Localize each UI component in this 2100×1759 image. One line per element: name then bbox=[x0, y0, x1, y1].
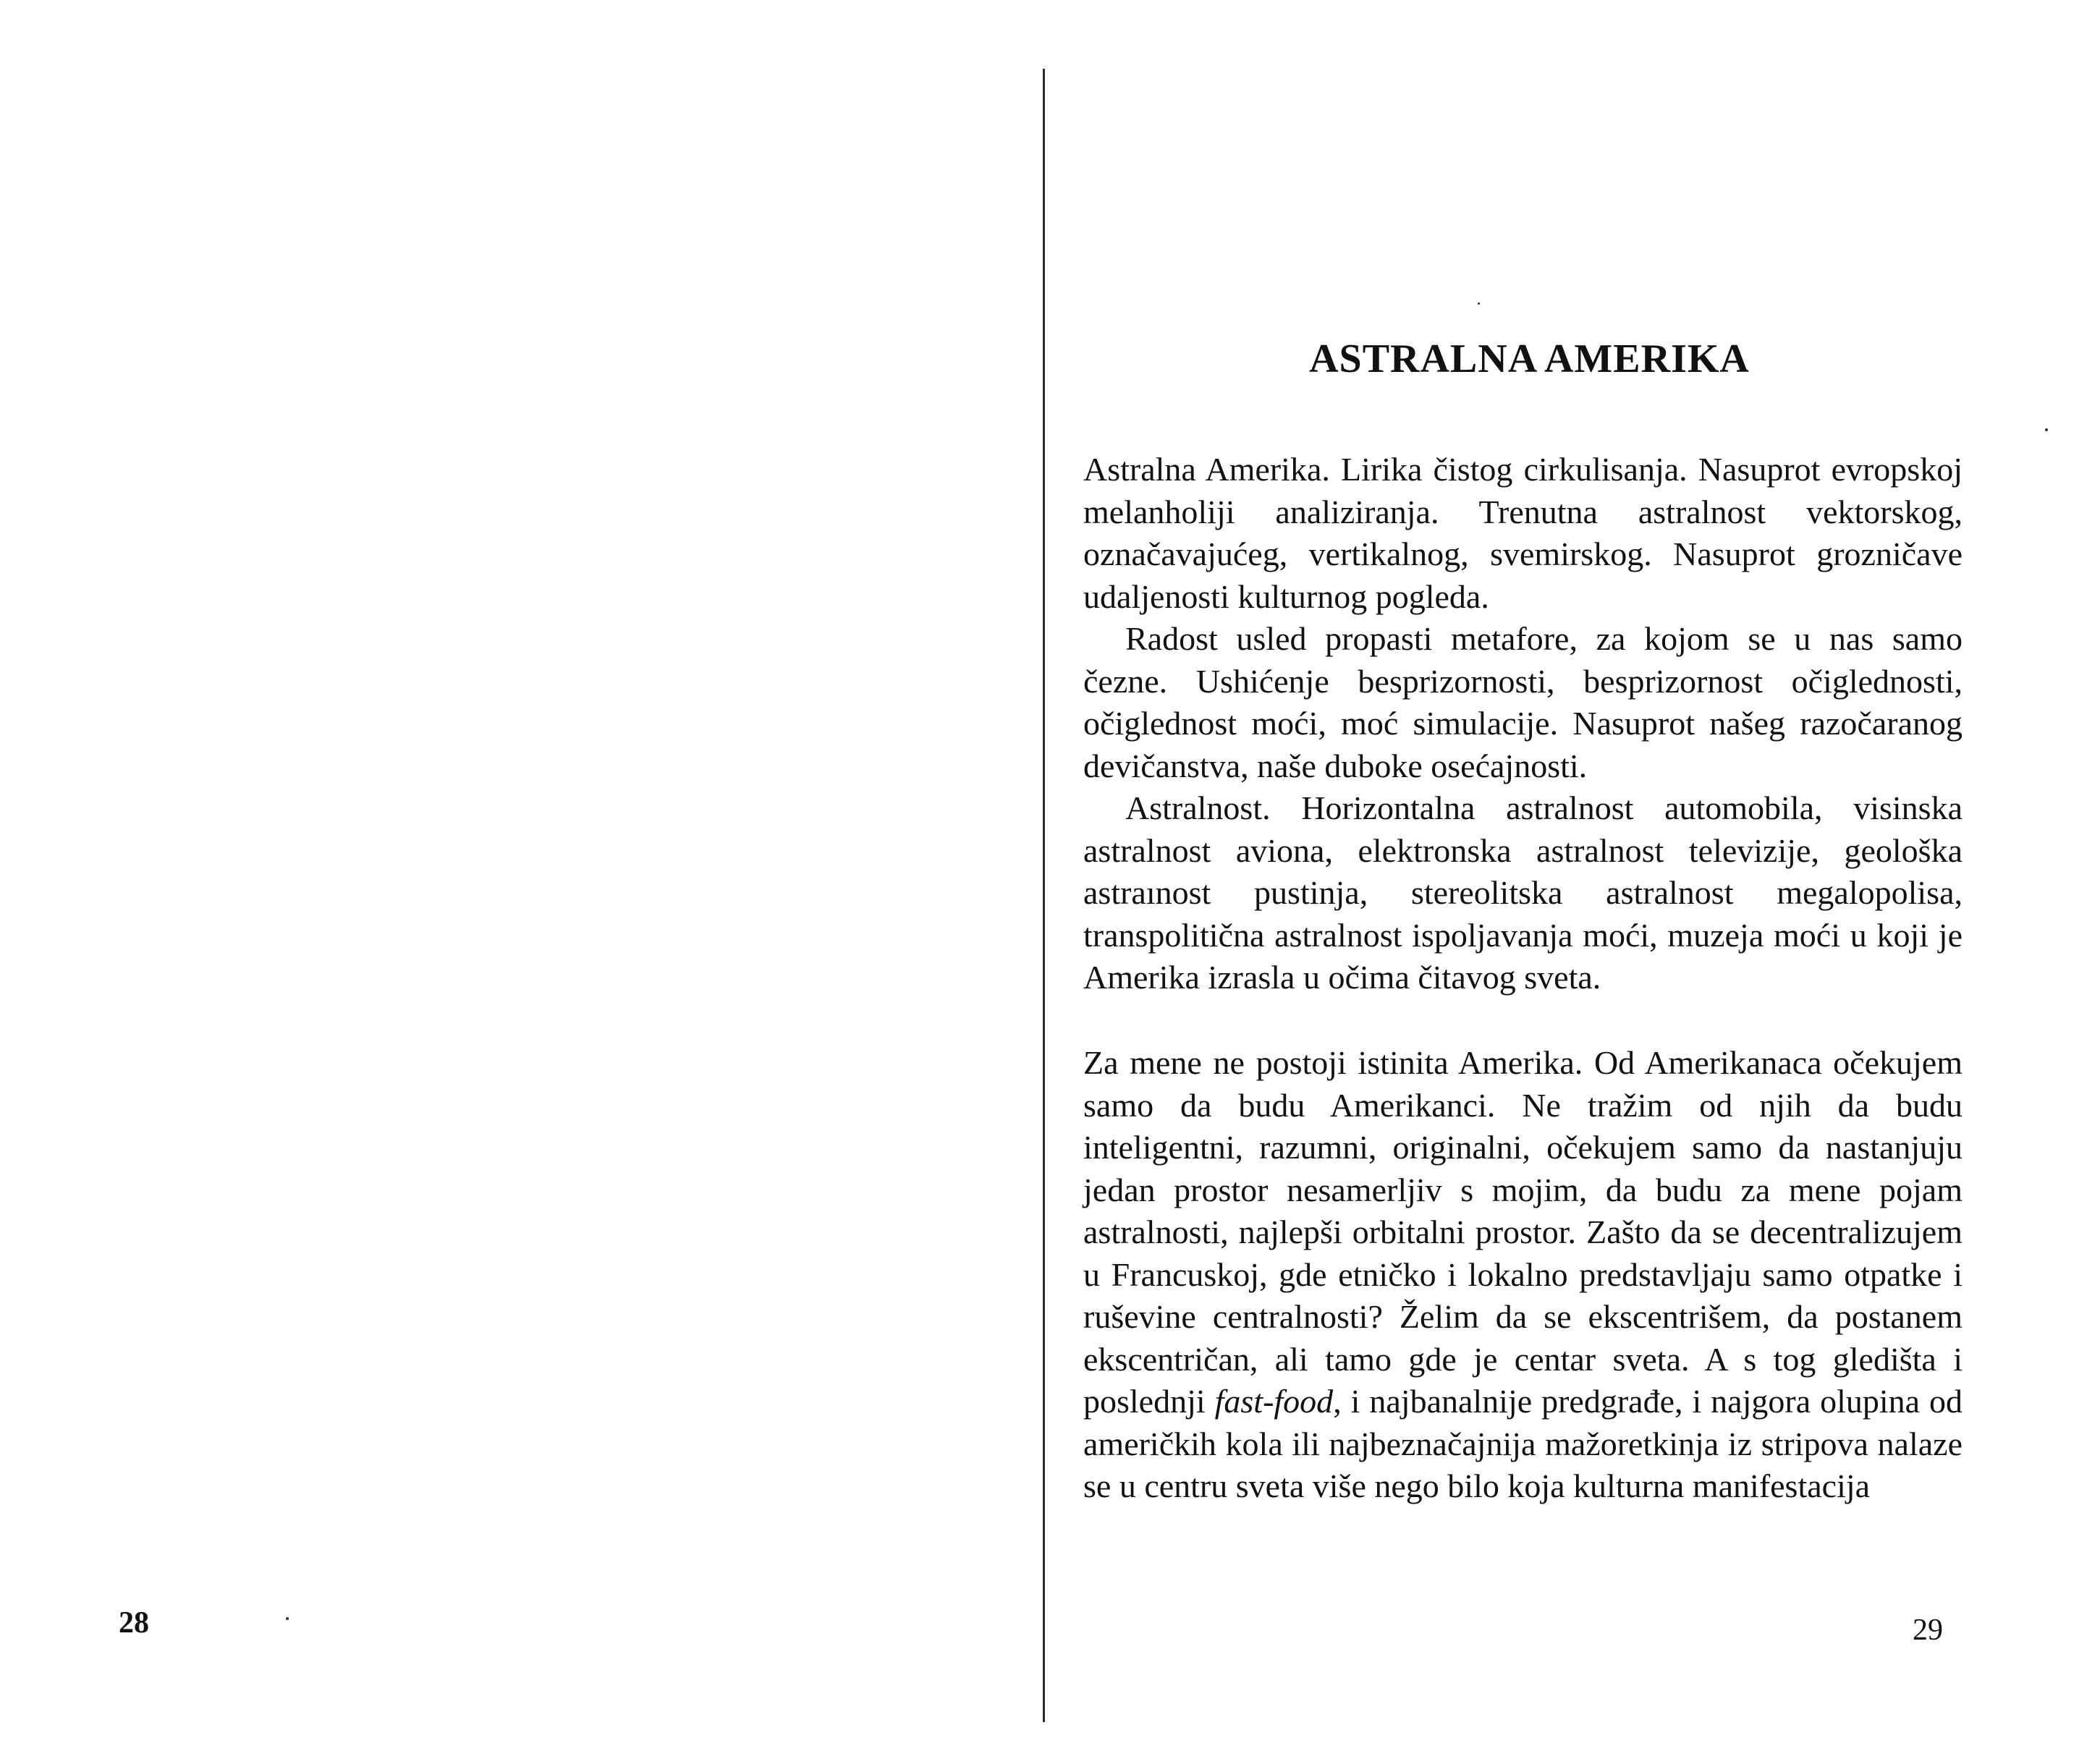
chapter-title: ASTRALNA AMERIKA bbox=[1309, 336, 1750, 381]
scan-speck bbox=[286, 1617, 289, 1620]
paragraph: Radost usled propasti metafore, za kojom se u nas samo čezne. Ushićenje besprizornosti, besprizornost očiglednosti, očiglednost moći, moć simulacije. Nasuprot našeg razočaranog devičanstva, naše duboke osećajnosti. bbox=[1083, 620, 1963, 784]
body-text-section-2 bbox=[1083, 1042, 1963, 1508]
paragraph-text: , i najbanalnije predgrađe, i najgora olupina od američkih kola ili najbeznačajnija mažoretkinja iz stripova nalaze se u centru sveta više nego bilo koja kulturna manifestacija bbox=[1083, 1383, 1963, 1504]
paragraph bbox=[1083, 1042, 1963, 1508]
paragraph-text: Za mene ne postoji istinita Amerika. Od Amerikanaca očekujem samo da budu Amerikanci. Ne tražim od njih da budu inteligentni, razumni, originalni, očekujem samo da nastanjuju jedan prostor nesamerljiv s mojim, da budu za mene pojam astralnosti, najlepši orbitalni prostor. Zašto da se decentralizujem u Francuskoj, gde etničko i lokalno predstavljaju samo otpatke i ruševine centralnosti? Želim da se ekscentrišem, da postanem ekscentričan, ali tamo gde je centar sveta. A s tog gledišta i poslednji bbox=[1083, 1044, 1963, 1420]
left-page-number: 28 bbox=[119, 1606, 149, 1640]
right-page-number: 29 bbox=[1913, 1614, 1943, 1647]
body-text-section-1 bbox=[1083, 449, 1963, 999]
scan-speck bbox=[2045, 428, 2048, 431]
italic-phrase: fast-food bbox=[1214, 1383, 1334, 1420]
scan-speck bbox=[1478, 302, 1480, 305]
paragraph: Astralnost. Horizontalna astralnost automobila, visinska astralnost aviona, elektronska astralnost televizije, geološka astraınost pustinja, stereolitska astralnost megalopolisa, transpolitična astralnost ispoljavanja moći, muzeja moći u koji je Amerika izrasla u očima čitavog sveta. bbox=[1083, 789, 1963, 996]
book-gutter-line bbox=[1043, 69, 1045, 1722]
paragraph: Astralna Amerika. Lirika čistog cirkulisanja. Nasuprot evropskoj melanholiji analiziranja. Trenutna astralnost vektorskog, označavajućeg, vertikalnog, svemirskog. Nasuprot grozničave udaljenosti kulturnog pogleda. bbox=[1083, 451, 1963, 615]
